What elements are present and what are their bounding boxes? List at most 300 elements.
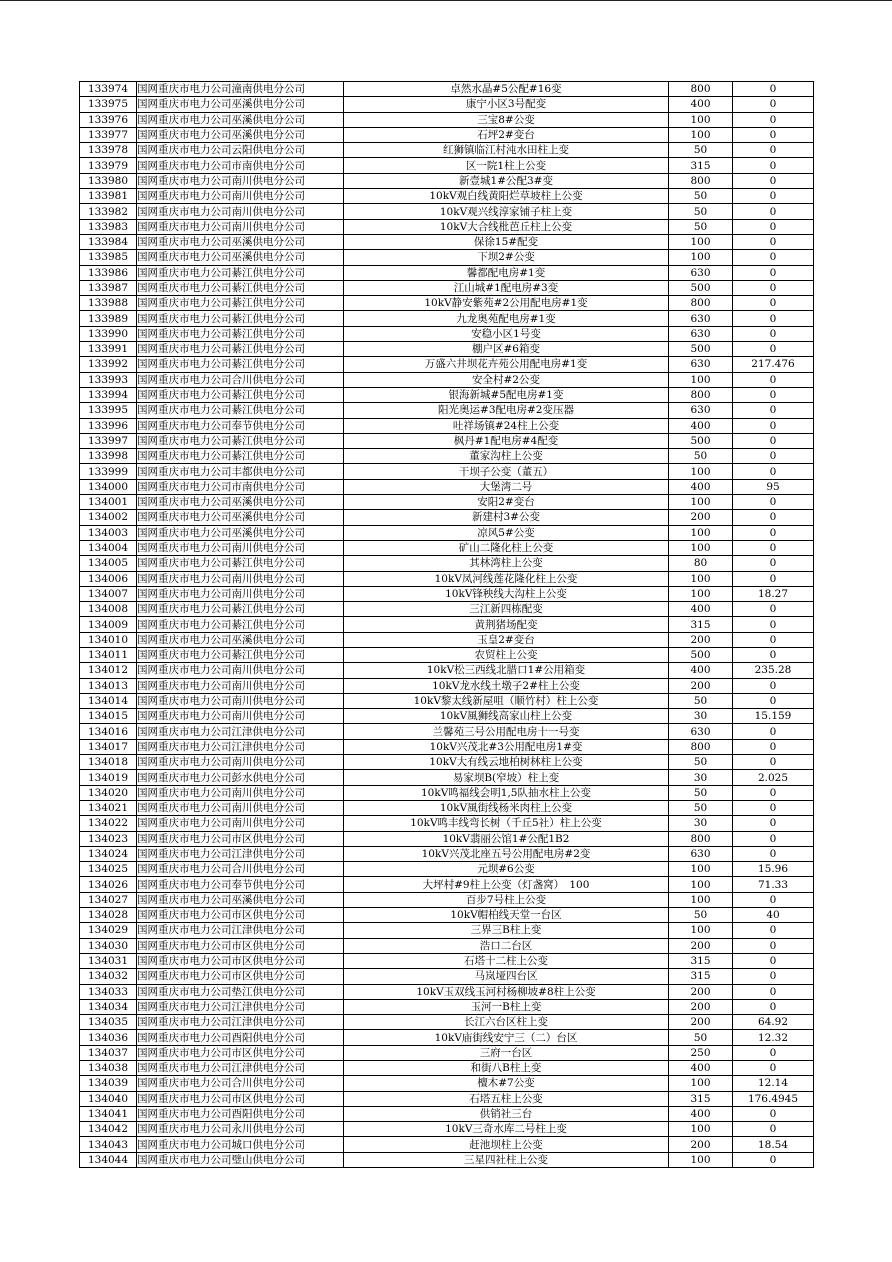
company-cell: 国网重庆市电力公司綦江供电分公司 [137,403,344,418]
table-row [80,112,814,127]
row-id-cell: 133975 [80,97,137,112]
company-cell: 国网重庆市电力公司市区供电分公司 [137,1091,344,1106]
company-cell: 国网重庆市电力公司合川供电分公司 [137,372,344,387]
company-cell: 国网重庆市电力公司綦江供电分公司 [137,357,344,372]
row-id-cell: 133978 [80,143,137,158]
transformer-name-cell: 石塔十二柱上公变 [344,953,669,968]
value-cell: 0 [733,82,814,97]
capacity-cell: 100 [669,571,733,586]
row-id-cell: 134039 [80,1076,137,1091]
transformer-name-cell: 10kV帽柏线天堂一台区 [344,908,669,923]
capacity-cell: 100 [669,127,733,142]
row-id-cell: 133984 [80,234,137,249]
value-cell: 0 [733,280,814,295]
table-row [80,647,814,662]
company-cell: 国网重庆市电力公司市区供电分公司 [137,908,344,923]
transformer-name-cell: 10kV凤河线莲花隆化柱上公变 [344,571,669,586]
transformer-name-cell: 三星四社柱上公变 [344,1152,669,1167]
company-cell: 国网重庆市电力公司綦江供电分公司 [137,602,344,617]
transformer-name-cell: 九龙奥苑配电房#1变 [344,311,669,326]
table-row [80,877,814,892]
row-id-cell: 134014 [80,693,137,708]
capacity-cell: 800 [669,296,733,311]
table-row [80,234,814,249]
company-cell: 国网重庆市电力公司南川供电分公司 [137,189,344,204]
table-row [80,1030,814,1045]
table-row [80,280,814,295]
company-cell: 国网重庆市电力公司南川供电分公司 [137,785,344,800]
company-cell: 国网重庆市电力公司潼南供电分公司 [137,82,344,97]
capacity-cell: 50 [669,755,733,770]
table-body [80,82,814,1168]
transformer-name-cell: 10kV龙水线土墩子2#柱上公变 [344,678,669,693]
transformer-name-cell: 和街八B柱上变 [344,1061,669,1076]
table-row [80,556,814,571]
row-id-cell: 134041 [80,1106,137,1121]
company-cell: 国网重庆市电力公司巫溪供电分公司 [137,892,344,907]
transformer-name-cell: 10kV鸣丰线弯长树（千丘5社）柱上公变 [344,816,669,831]
row-id-cell: 134012 [80,663,137,678]
value-cell: 95 [733,479,814,494]
transformer-name-cell: 供销社三台 [344,1106,669,1121]
capacity-cell: 800 [669,831,733,846]
value-cell: 0 [733,265,814,280]
company-cell: 国网重庆市电力公司綦江供电分公司 [137,326,344,341]
transformer-name-cell: 10kV三奇水库二号柱上变 [344,1122,669,1137]
transformer-name-cell: 凉风5#公变 [344,525,669,540]
transformer-name-cell: 10kV翡丽公馆1#公配1B2 [344,831,669,846]
table-row [80,739,814,754]
transformer-name-cell: 长江六台区柱上变 [344,1015,669,1030]
company-cell: 国网重庆市电力公司巫溪供电分公司 [137,112,344,127]
value-cell: 0 [733,525,814,540]
table-row [80,342,814,357]
capacity-cell: 630 [669,403,733,418]
transformer-name-cell: 保徐15#配变 [344,234,669,249]
table-row [80,143,814,158]
table-row [80,1061,814,1076]
value-cell: 0 [733,892,814,907]
capacity-cell: 200 [669,678,733,693]
row-id-cell: 133979 [80,158,137,173]
table-row [80,586,814,601]
table-row [80,265,814,280]
value-cell: 0 [733,846,814,861]
row-id-cell: 134032 [80,969,137,984]
capacity-cell: 315 [669,953,733,968]
company-cell: 国网重庆市电力公司垫江供电分公司 [137,984,344,999]
capacity-cell: 500 [669,342,733,357]
row-id-cell: 134031 [80,953,137,968]
value-cell: 0 [733,189,814,204]
value-cell: 0 [733,127,814,142]
capacity-cell: 800 [669,173,733,188]
capacity-cell: 50 [669,800,733,815]
table-row [80,449,814,464]
value-cell: 0 [733,403,814,418]
transformer-name-cell: 三界三B柱上变 [344,923,669,938]
row-id-cell: 133996 [80,418,137,433]
company-cell: 国网重庆市电力公司酉阳供电分公司 [137,1030,344,1045]
value-cell: 0 [733,602,814,617]
value-cell: 0 [733,234,814,249]
value-cell: 0 [733,632,814,647]
row-id-cell: 134020 [80,785,137,800]
value-cell: 0 [733,173,814,188]
row-id-cell: 134025 [80,862,137,877]
row-id-cell: 134007 [80,586,137,601]
company-cell: 国网重庆市电力公司綦江供电分公司 [137,433,344,448]
transformer-name-cell: 大坪村#9柱上公变（灯盏窝） 100 [344,877,669,892]
company-cell: 国网重庆市电力公司南川供电分公司 [137,219,344,234]
value-cell: 18.54 [733,1137,814,1152]
row-id-cell: 134036 [80,1030,137,1045]
company-cell: 国网重庆市电力公司市区供电分公司 [137,938,344,953]
row-id-cell: 134016 [80,724,137,739]
table-row [80,953,814,968]
company-cell: 国网重庆市电力公司綦江供电分公司 [137,342,344,357]
row-id-cell: 133982 [80,204,137,219]
row-id-cell: 134008 [80,602,137,617]
transformer-name-cell: 玉皇2#变台 [344,632,669,647]
company-cell: 国网重庆市电力公司綦江供电分公司 [137,265,344,280]
value-cell: 2.025 [733,770,814,785]
row-id-cell: 133992 [80,357,137,372]
row-id-cell: 134010 [80,632,137,647]
row-id-cell: 133999 [80,464,137,479]
capacity-cell: 50 [669,693,733,708]
company-cell: 国网重庆市电力公司巫溪供电分公司 [137,495,344,510]
company-cell: 国网重庆市电力公司綦江供电分公司 [137,387,344,402]
capacity-cell: 100 [669,862,733,877]
table-row [80,311,814,326]
transformer-name-cell: 干坝子公变（董五） [344,464,669,479]
transformer-name-cell: 三府一台区 [344,1045,669,1060]
row-id-cell: 133988 [80,296,137,311]
table-row [80,984,814,999]
transformer-name-cell: 其林湾柱上公变 [344,556,669,571]
transformer-name-cell: 10kV黎太线新屋咀（顺竹村）柱上公变 [344,693,669,708]
row-id-cell: 134029 [80,923,137,938]
table-row [80,495,814,510]
company-cell: 国网重庆市电力公司南川供电分公司 [137,540,344,555]
company-cell: 国网重庆市电力公司江津供电分公司 [137,846,344,861]
table-row [80,326,814,341]
capacity-cell: 100 [669,1076,733,1091]
row-id-cell: 133977 [80,127,137,142]
transformer-name-cell: 10kV大合线枇芭丘柱上公变 [344,219,669,234]
capacity-cell: 100 [669,892,733,907]
value-cell: 0 [733,143,814,158]
row-id-cell: 134021 [80,800,137,815]
transformer-name-cell: 10kV松三西线北腊口1#公用箱变 [344,663,669,678]
transformer-name-cell: 浩口二台区 [344,938,669,953]
company-cell: 国网重庆市电力公司酉阳供电分公司 [137,1106,344,1121]
value-cell: 0 [733,464,814,479]
capacity-cell: 50 [669,189,733,204]
row-id-cell: 134015 [80,709,137,724]
value-cell: 0 [733,831,814,846]
capacity-cell: 315 [669,1091,733,1106]
value-cell: 217.476 [733,357,814,372]
row-id-cell: 134027 [80,892,137,907]
capacity-cell: 50 [669,785,733,800]
transformer-name-cell: 10kV鸣福线会明1,5队抽水柱上公变 [344,785,669,800]
company-cell: 国网重庆市电力公司江津供电分公司 [137,923,344,938]
row-id-cell: 133995 [80,403,137,418]
transformer-name-cell: 10kV玉双线玉河村杨柳坡#8柱上公变 [344,984,669,999]
capacity-cell: 800 [669,387,733,402]
table-row [80,403,814,418]
table-row [80,97,814,112]
value-cell: 176.4945 [733,1091,814,1106]
value-cell: 0 [733,1152,814,1167]
value-cell: 0 [733,97,814,112]
capacity-cell: 50 [669,908,733,923]
transformer-name-cell: 下坝2#公变 [344,250,669,265]
page-top-rule [0,0,892,1]
row-id-cell: 134004 [80,540,137,555]
table-row [80,540,814,555]
capacity-cell: 630 [669,311,733,326]
table-row [80,724,814,739]
capacity-cell: 200 [669,1015,733,1030]
row-id-cell: 133980 [80,173,137,188]
capacity-cell: 630 [669,357,733,372]
transformer-name-cell: 10kV兴茂北座五号公用配电房#2变 [344,846,669,861]
company-cell: 国网重庆市电力公司彭水供电分公司 [137,770,344,785]
capacity-cell: 100 [669,234,733,249]
capacity-cell: 30 [669,816,733,831]
row-id-cell: 134001 [80,495,137,510]
value-cell: 0 [733,372,814,387]
capacity-cell: 100 [669,112,733,127]
company-cell: 国网重庆市电力公司市区供电分公司 [137,969,344,984]
capacity-cell: 200 [669,999,733,1014]
transformer-name-cell: 江山城#1配电房#3变 [344,280,669,295]
table-row [80,938,814,953]
row-id-cell: 133990 [80,326,137,341]
capacity-cell: 315 [669,969,733,984]
company-cell: 国网重庆市电力公司綦江供电分公司 [137,311,344,326]
transformer-name-cell: 卓然水晶#5公配#16变 [344,82,669,97]
capacity-cell: 50 [669,219,733,234]
transformer-name-cell: 玉河一B柱上变 [344,999,669,1014]
capacity-cell: 30 [669,770,733,785]
company-cell: 国网重庆市电力公司巫溪供电分公司 [137,632,344,647]
company-cell: 国网重庆市电力公司云阳供电分公司 [137,143,344,158]
value-cell: 0 [733,250,814,265]
company-cell: 国网重庆市电力公司市区供电分公司 [137,831,344,846]
table-row [80,816,814,831]
value-cell: 0 [733,800,814,815]
row-id-cell: 133985 [80,250,137,265]
row-id-cell: 133993 [80,372,137,387]
company-cell: 国网重庆市电力公司江津供电分公司 [137,1015,344,1030]
transformer-name-cell: 三江新四栋配变 [344,602,669,617]
table-row [80,969,814,984]
value-cell: 0 [733,1106,814,1121]
transformer-name-cell: 馨都配电房#1变 [344,265,669,280]
transformer-name-cell: 安全村#2公变 [344,372,669,387]
company-cell: 国网重庆市电力公司丰都供电分公司 [137,464,344,479]
value-cell: 0 [733,387,814,402]
transformer-name-cell: 银海新城#5配电房#1变 [344,387,669,402]
value-cell: 0 [733,219,814,234]
company-cell: 国网重庆市电力公司南川供电分公司 [137,173,344,188]
transformer-name-cell: 10kV兴茂北#3公用配电房1#变 [344,739,669,754]
capacity-cell: 315 [669,158,733,173]
value-cell: 0 [733,999,814,1014]
capacity-cell: 200 [669,984,733,999]
company-cell: 国网重庆市电力公司南川供电分公司 [137,709,344,724]
value-cell: 0 [733,433,814,448]
value-cell: 0 [733,755,814,770]
row-id-cell: 134043 [80,1137,137,1152]
row-id-cell: 134024 [80,846,137,861]
company-cell: 国网重庆市电力公司合川供电分公司 [137,862,344,877]
company-cell: 国网重庆市电力公司市区供电分公司 [137,1045,344,1060]
value-cell: 0 [733,112,814,127]
transformer-name-cell: 10kV風狮线高家山柱上公变 [344,709,669,724]
company-cell: 国网重庆市电力公司綦江供电分公司 [137,449,344,464]
row-id-cell: 134042 [80,1122,137,1137]
table-row [80,785,814,800]
capacity-cell: 400 [669,663,733,678]
row-id-cell: 134040 [80,1091,137,1106]
table-row [80,372,814,387]
table-row [80,464,814,479]
value-cell: 15.96 [733,862,814,877]
capacity-cell: 250 [669,1045,733,1060]
value-cell: 0 [733,418,814,433]
table-row [80,755,814,770]
company-cell: 国网重庆市电力公司綦江供电分公司 [137,556,344,571]
capacity-cell: 100 [669,464,733,479]
table-row [80,892,814,907]
value-cell: 12.14 [733,1076,814,1091]
transformer-name-cell: 易家坝B(窄坡）柱上变 [344,770,669,785]
company-cell: 国网重庆市电力公司奉节供电分公司 [137,877,344,892]
company-cell: 国网重庆市电力公司市南供电分公司 [137,479,344,494]
row-id-cell: 133986 [80,265,137,280]
company-cell: 国网重庆市电力公司巫溪供电分公司 [137,97,344,112]
capacity-cell: 100 [669,877,733,892]
company-cell: 国网重庆市电力公司巫溪供电分公司 [137,234,344,249]
table-row [80,158,814,173]
capacity-cell: 200 [669,510,733,525]
value-cell: 0 [733,326,814,341]
value-cell: 0 [733,204,814,219]
table-row [80,1091,814,1106]
table-row [80,510,814,525]
row-id-cell: 133987 [80,280,137,295]
transformer-name-cell: 檀木#7公变 [344,1076,669,1091]
value-cell: 0 [733,678,814,693]
transformer-name-cell: 三宝8#公变 [344,112,669,127]
value-cell: 0 [733,739,814,754]
transformer-name-cell: 大堡湾二号 [344,479,669,494]
row-id-cell: 134035 [80,1015,137,1030]
capacity-cell: 100 [669,923,733,938]
capacity-cell: 50 [669,1030,733,1045]
table-row [80,1015,814,1030]
table-row [80,219,814,234]
company-cell: 国网重庆市电力公司綦江供电分公司 [137,296,344,311]
value-cell: 0 [733,816,814,831]
company-cell: 国网重庆市电力公司巫溪供电分公司 [137,510,344,525]
transformer-name-cell: 棚户区#6箱变 [344,342,669,357]
capacity-cell: 50 [669,449,733,464]
transformer-name-cell: 10kV观白线黄阳烂草坡柱上公变 [344,189,669,204]
table-row [80,1122,814,1137]
table-row [80,999,814,1014]
table-row [80,204,814,219]
company-cell: 国网重庆市电力公司南川供电分公司 [137,678,344,693]
row-id-cell: 134026 [80,877,137,892]
value-cell: 15.159 [733,709,814,724]
table-row [80,800,814,815]
row-id-cell: 134000 [80,479,137,494]
company-cell: 国网重庆市电力公司市区供电分公司 [137,953,344,968]
value-cell: 18.27 [733,586,814,601]
capacity-cell: 315 [669,617,733,632]
row-id-cell: 133998 [80,449,137,464]
capacity-cell: 80 [669,556,733,571]
capacity-cell: 500 [669,433,733,448]
transformer-name-cell: 枫丹#1配电房#4配变 [344,433,669,448]
table-row [80,1137,814,1152]
company-cell: 国网重庆市电力公司奉节供电分公司 [137,418,344,433]
table-row [80,296,814,311]
capacity-cell: 50 [669,143,733,158]
company-cell: 国网重庆市电力公司綦江供电分公司 [137,647,344,662]
table-row [80,831,814,846]
transformer-name-cell: 董家沟柱上公变 [344,449,669,464]
table-row [80,418,814,433]
company-cell: 国网重庆市电力公司巫溪供电分公司 [137,250,344,265]
capacity-cell: 400 [669,97,733,112]
value-cell: 0 [733,1045,814,1060]
company-cell: 国网重庆市电力公司南川供电分公司 [137,571,344,586]
company-cell: 国网重庆市电力公司南川供电分公司 [137,663,344,678]
capacity-cell: 100 [669,1122,733,1137]
table-row [80,632,814,647]
company-cell: 国网重庆市电力公司江津供电分公司 [137,1061,344,1076]
capacity-cell: 100 [669,495,733,510]
capacity-cell: 500 [669,647,733,662]
transformer-name-cell: 农贸柱上公变 [344,647,669,662]
value-cell: 0 [733,785,814,800]
transformer-name-cell: 康宁小区3号配变 [344,97,669,112]
value-cell: 0 [733,617,814,632]
transformer-name-cell: 万盛六井坝花卉苑公用配电房#1变 [344,357,669,372]
row-id-cell: 133997 [80,433,137,448]
table-row [80,602,814,617]
transformer-name-cell: 区一院1柱上公变 [344,158,669,173]
capacity-cell: 630 [669,846,733,861]
transformer-name-cell: 矿山二隆化柱上公变 [344,540,669,555]
value-cell: 235.28 [733,663,814,678]
company-cell: 国网重庆市电力公司南川供电分公司 [137,586,344,601]
transformer-name-cell: 新建村3#公变 [344,510,669,525]
capacity-cell: 100 [669,372,733,387]
table-row [80,387,814,402]
row-id-cell: 134022 [80,816,137,831]
transformer-name-cell: 兰馨苑三号公用配电房十一号变 [344,724,669,739]
value-cell: 0 [733,693,814,708]
value-cell: 40 [733,908,814,923]
